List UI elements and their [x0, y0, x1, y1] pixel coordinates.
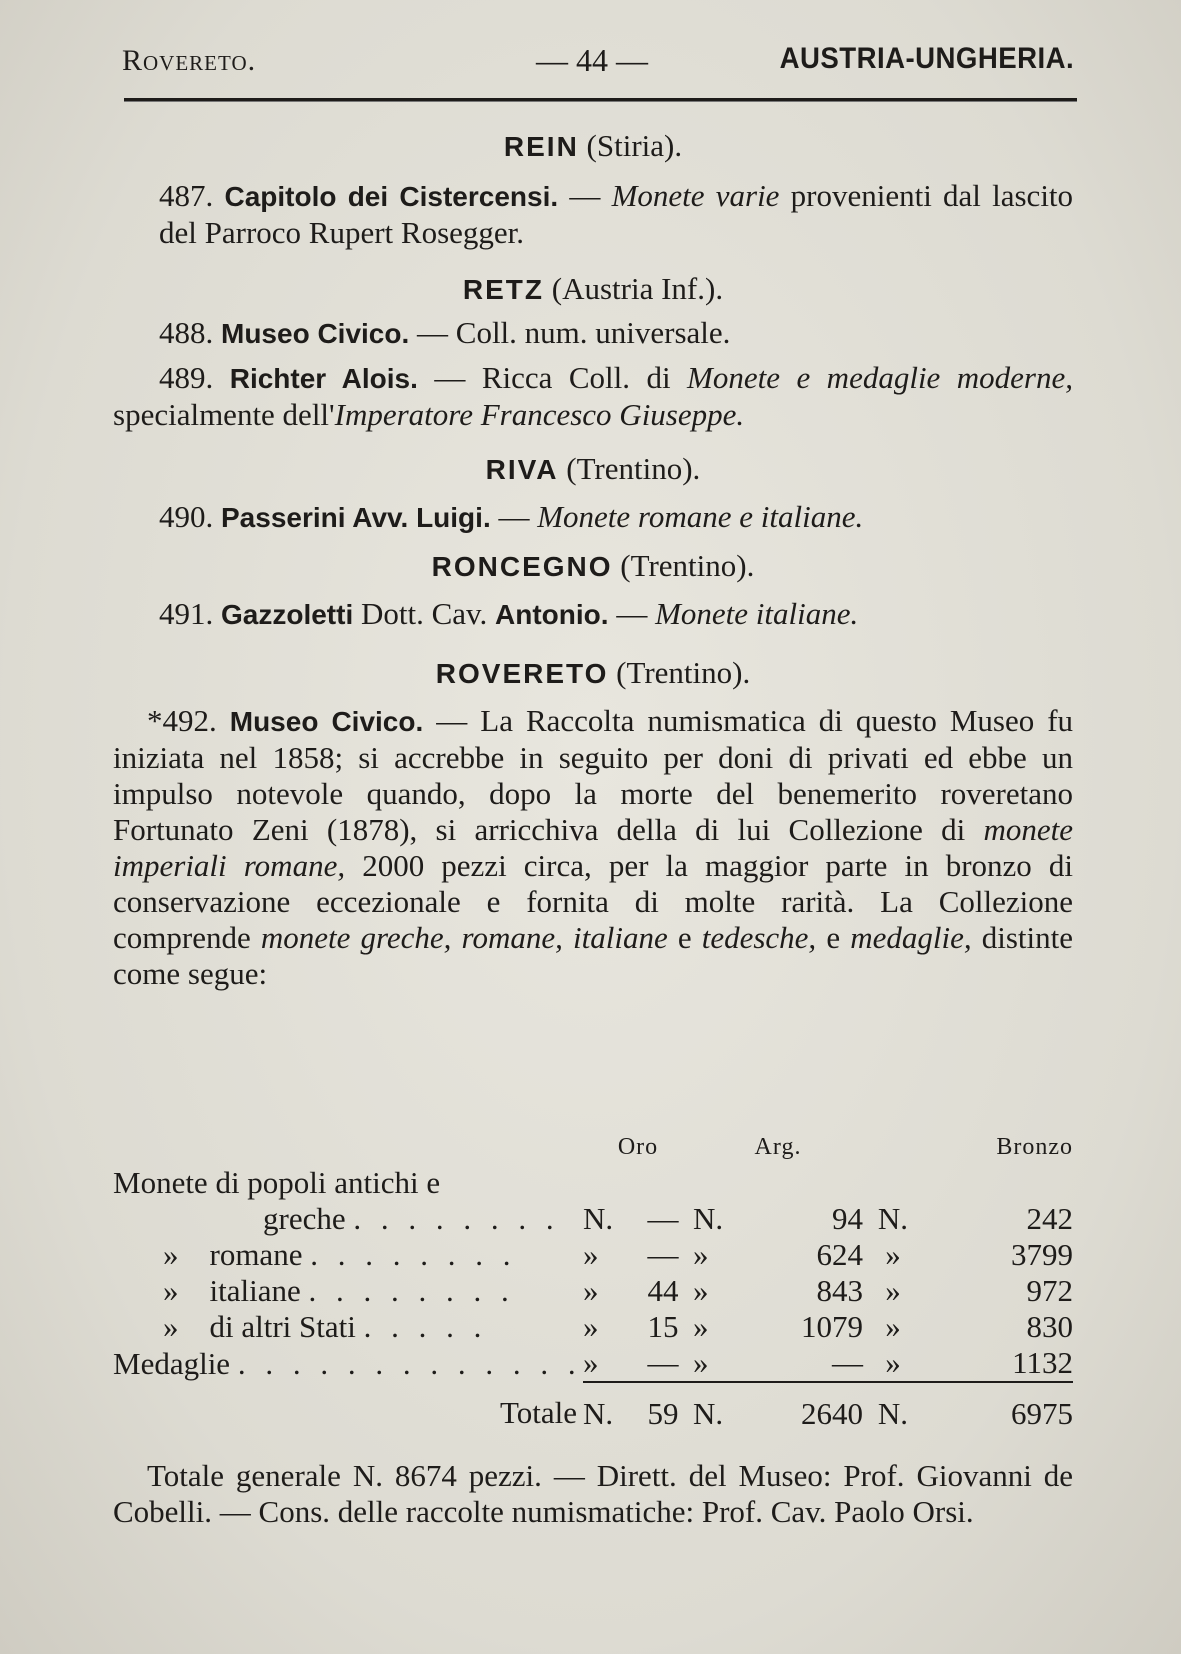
- entry-text: Ricca Coll. di: [481, 360, 671, 395]
- dash: —: [434, 360, 466, 395]
- table-header-row: [113, 1130, 1073, 1165]
- place-heading-retz: [113, 271, 1073, 307]
- running-head: [0, 0, 1181, 110]
- cell: —: [647, 1345, 679, 1380]
- place-heading-riva: [113, 451, 1073, 487]
- dash: —: [498, 499, 530, 534]
- table-row: [113, 1165, 1073, 1201]
- entry-name: Gazzoletti: [221, 599, 354, 630]
- cell: 44: [647, 1273, 679, 1308]
- entry-italic: Monete e medaglie moderne,: [687, 360, 1073, 395]
- cell: 830: [1026, 1309, 1073, 1344]
- cell: 3799: [1011, 1237, 1073, 1272]
- col-header-arg: Arg.: [754, 1134, 802, 1160]
- dash: —: [436, 703, 468, 738]
- cell: 242: [1026, 1201, 1073, 1236]
- place-name: RIVA: [485, 454, 559, 485]
- entry-italic: Monete varie: [611, 178, 780, 213]
- cell: »: [583, 1309, 599, 1344]
- place-region: (Austria Inf.).: [551, 271, 724, 306]
- entry-number: 491.: [159, 596, 214, 631]
- row-prefix: »: [163, 1273, 179, 1308]
- col-header-oro: Oro: [617, 1134, 659, 1160]
- cell: »: [885, 1309, 901, 1344]
- cell: »: [693, 1309, 709, 1344]
- entry-488: [113, 315, 1073, 352]
- entry-italic: tedesche,: [701, 920, 817, 955]
- place-heading-roncegno: [113, 548, 1073, 584]
- cell: N.: [583, 1201, 614, 1236]
- cell: N.: [583, 1382, 633, 1432]
- cell: 1079: [801, 1309, 863, 1344]
- entry-name: Museo Civico.: [221, 318, 410, 349]
- entry-number: 487.: [159, 178, 214, 213]
- entry-text: 2000 pezzi circa, per la maggior parte in bronzo di conservazione eccezionale e fornita di molte rarità. La Collezione comprende: [113, 848, 1073, 955]
- cell: 624: [816, 1237, 863, 1272]
- entry-text: Coll. num. universale.: [455, 315, 731, 350]
- row-label: greche: [263, 1201, 346, 1236]
- entry-text: Dott. Cav.: [360, 596, 488, 631]
- page-body: [113, 118, 1073, 992]
- cell: »: [693, 1345, 709, 1380]
- cell: —: [647, 1237, 679, 1272]
- cell: N.: [877, 1201, 909, 1236]
- entry-492: [113, 703, 1073, 992]
- row-prefix: »: [163, 1309, 179, 1344]
- table-total-row: [113, 1382, 1073, 1432]
- place-name: ROVERETO: [435, 658, 609, 689]
- place-heading-rein: [113, 128, 1073, 164]
- entry-491: [113, 596, 1073, 633]
- cell: N.: [863, 1382, 923, 1432]
- place-region: (Trentino).: [616, 655, 751, 690]
- entry-text: e: [826, 920, 841, 955]
- cell: 1132: [1012, 1345, 1073, 1380]
- entry-number: 489.: [159, 360, 214, 395]
- running-head-country: AUSTRIA-UNGHERIA.: [779, 42, 1074, 75]
- total-label: Totale: [499, 1395, 577, 1430]
- entry-number: *492.: [147, 703, 217, 738]
- collection-table: [113, 1130, 1073, 1432]
- cell: —: [647, 1201, 679, 1236]
- place-name: REIN: [503, 131, 579, 162]
- entry-text: provenienti dal lascito del Parroco Rupert Rosegger.: [159, 178, 1074, 250]
- entry-name: Museo Civico.: [229, 706, 424, 737]
- entry-italic: Monete romane e italiane.: [537, 499, 864, 534]
- place-region: (Trentino).: [620, 548, 755, 583]
- entry-number: 490.: [159, 499, 214, 534]
- cell: —: [832, 1345, 863, 1380]
- entry-name: Richter Alois.: [229, 363, 418, 394]
- cell: 59: [633, 1382, 693, 1432]
- row-label: italiane: [209, 1273, 301, 1308]
- entry-italic: Monete italiane.: [655, 596, 859, 631]
- table-row: [113, 1201, 1073, 1237]
- cell: »: [885, 1237, 901, 1272]
- table-pre-row: Monete di popoli antichi e: [113, 1165, 441, 1200]
- page-number: — 44 —: [536, 42, 648, 78]
- cell: 94: [832, 1201, 863, 1236]
- entry-text: distinte come segue:: [113, 920, 1073, 991]
- entry-text: La Raccolta numismatica di questo Museo fu iniziata nel 1858; si accrebbe in seguito per doni di privati ed ebbe un impulso notevole quando, dopo la morte del benemerito roveretano Fortunato Zeni (1878), si arricchiva della di lui Collezione di: [113, 703, 1074, 847]
- col-header-bronzo: Bronzo: [996, 1134, 1073, 1160]
- cell: »: [693, 1237, 709, 1272]
- entry-italic: medaglie,: [850, 920, 972, 955]
- row-label: di altri Stati: [209, 1309, 356, 1344]
- cell: 6975: [923, 1382, 1073, 1432]
- table-row: [113, 1237, 1073, 1273]
- running-head-place: Rovereto.: [122, 44, 257, 77]
- cell: 2640: [753, 1382, 863, 1432]
- entry-name: Capitolo dei Cistercensi.: [224, 181, 559, 212]
- entry-italic: Imperatore Francesco Giuseppe.: [334, 397, 745, 432]
- entry-489: [113, 360, 1073, 433]
- row-dots: . . . . . . . .: [308, 1273, 515, 1308]
- cell: 972: [1026, 1273, 1073, 1308]
- row-dots: . . . . . . . . . . . . .: [237, 1345, 582, 1381]
- footer-paragraph: Totale generale N. 8674 pezzi. — Dirett. del Museo: Prof. Giovanni de Cobelli. — Cons. delle raccolte numismatiche: Prof. Cav. Paolo Orsi.: [113, 1458, 1073, 1529]
- cell: »: [885, 1273, 901, 1308]
- row-dots: . . . . .: [363, 1309, 488, 1344]
- row-dots: . . . . . . . .: [353, 1201, 560, 1236]
- entry-490: [113, 499, 1073, 536]
- row-label: romane: [209, 1237, 303, 1272]
- entry-name: Passerini Avv. Luigi.: [221, 502, 491, 533]
- dash: —: [417, 315, 449, 350]
- entry-italic: monete greche, romane, italiane: [260, 920, 668, 955]
- place-name: RETZ: [462, 274, 545, 305]
- table-row: [113, 1345, 1073, 1382]
- entry-text: e: [677, 920, 692, 955]
- table-row: [113, 1309, 1073, 1345]
- header-rule-thin: [124, 101, 1077, 102]
- row-dots: . . . . . . . .: [310, 1237, 517, 1272]
- cell: N.: [693, 1201, 724, 1236]
- entry-italic: monete imperiali romane,: [113, 812, 1074, 883]
- place-region: (Stiria).: [586, 128, 683, 163]
- cell: 15: [647, 1309, 679, 1344]
- cell: »: [693, 1273, 709, 1308]
- entry-number: 488.: [159, 315, 214, 350]
- cell: 843: [816, 1273, 863, 1308]
- row-label: Medaglie: [113, 1345, 231, 1381]
- place-region: (Trentino).: [566, 451, 701, 486]
- dash: —: [616, 596, 648, 631]
- table-row: [113, 1273, 1073, 1309]
- entry-487: [113, 178, 1073, 251]
- row-prefix: »: [163, 1237, 179, 1272]
- entry-text: specialmente dell': [113, 397, 335, 432]
- place-heading-rovereto: [113, 655, 1073, 691]
- cell: »: [583, 1237, 599, 1272]
- dash: —: [569, 178, 601, 213]
- cell: N.: [693, 1382, 753, 1432]
- entry-name: Antonio.: [495, 599, 609, 630]
- cell: »: [885, 1345, 901, 1380]
- cell: »: [583, 1273, 599, 1308]
- cell: »: [583, 1345, 599, 1380]
- place-name: RONCEGNO: [431, 551, 613, 582]
